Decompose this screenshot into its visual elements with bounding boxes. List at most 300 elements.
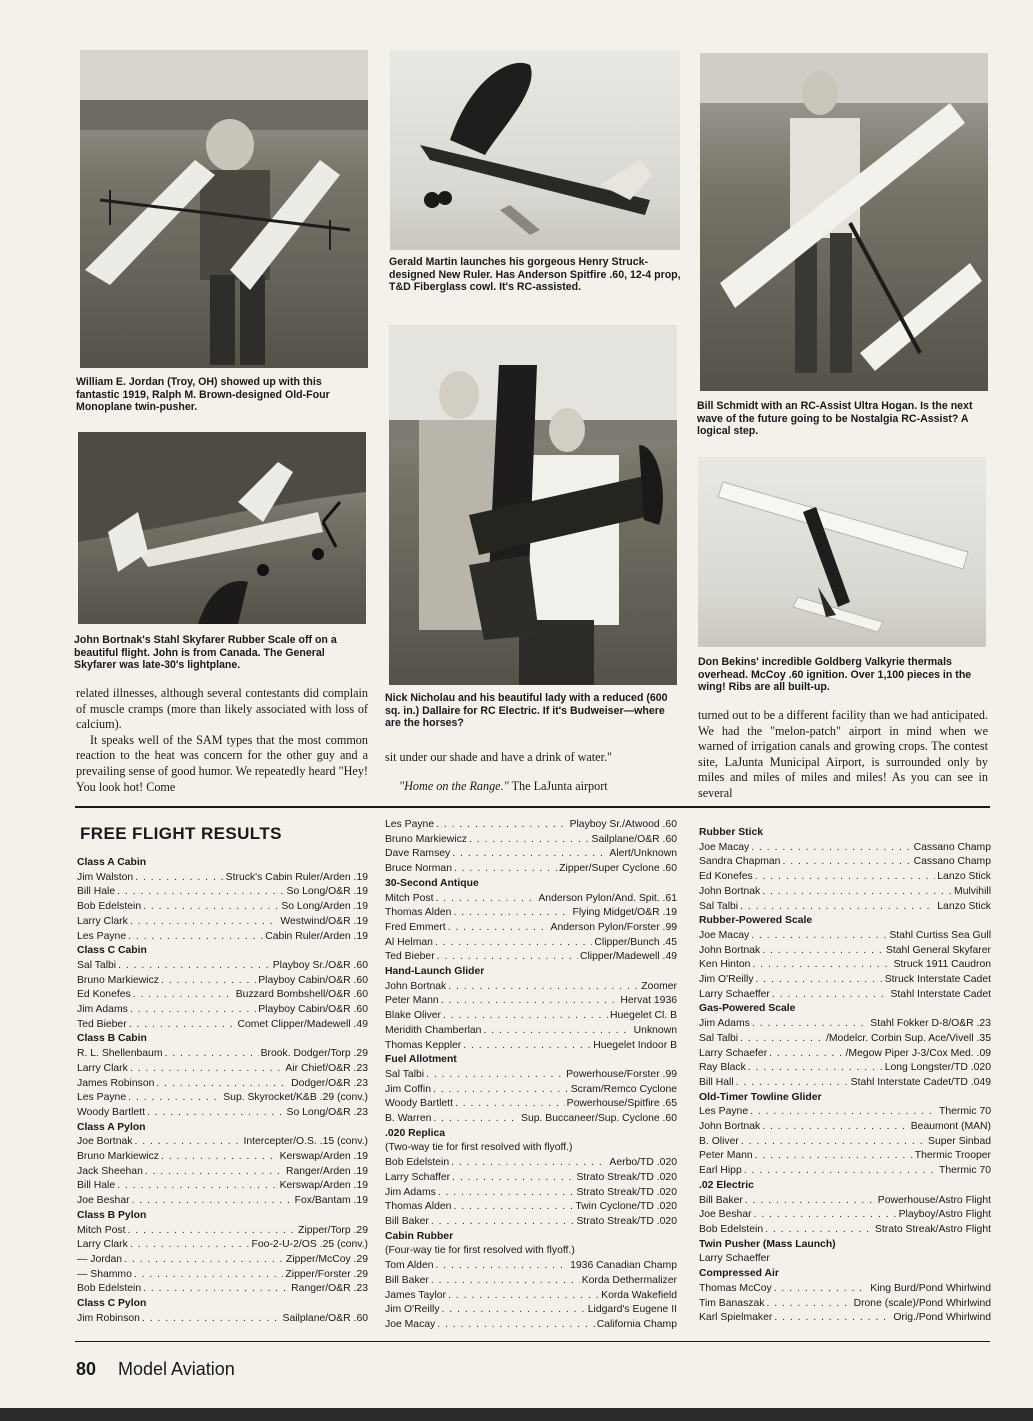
entry-model-engine: Sup. Buccaneer/Sup. Cyclone .60: [521, 1113, 677, 1125]
results-category-heading: Hand-Launch Glider: [385, 966, 485, 978]
entry-model-engine: Kerswap/Arden .19: [279, 1180, 368, 1192]
entry-model-engine: Zoomer: [641, 980, 677, 992]
entry-model-engine: Clipper/Bunch .45: [594, 936, 677, 948]
entry-model-engine: Long Longster/TD .020: [884, 1062, 991, 1074]
entrant-name: Bill Hale: [77, 886, 116, 898]
entrant-name: Thomas McCoy: [699, 1282, 772, 1294]
entry-model-engine: Flying Midget/O&R .19: [572, 907, 677, 919]
entrant-name: Sal Talbi: [385, 1068, 425, 1080]
leader-dots: [134, 1135, 241, 1150]
photo-martin-new-ruler: [390, 50, 680, 250]
leader-dots: [431, 1274, 580, 1289]
leader-dots: [436, 1259, 569, 1274]
caption-schmidt: Bill Schmidt with an RC-Assist Ultra Hogan. Is the next wave of the future going to be Nostalgia RC-Assist? A logical step.: [697, 400, 973, 438]
entrant-name: R. L. Shellenbaum: [77, 1048, 163, 1060]
leader-dots: [453, 1200, 573, 1215]
leader-dots: [740, 900, 935, 915]
results-entry: [385, 1112, 677, 1127]
results-entry: [77, 1150, 368, 1165]
entry-model-engine: Mulvihill: [954, 885, 991, 897]
leader-dots: [433, 1112, 519, 1127]
results-entry: [77, 1253, 368, 1268]
photo-bekins-valkyrie: [698, 457, 986, 647]
entrant-name: Blake Oliver: [385, 1010, 442, 1022]
footer-divider: [75, 1341, 990, 1342]
entry-model-engine: 1936 Canadian Champ: [570, 1260, 677, 1272]
leader-dots: [437, 950, 578, 965]
results-entry: [699, 900, 991, 915]
leader-dots: [755, 870, 936, 885]
leader-dots: [744, 1164, 937, 1179]
entrant-name: Tim Banaszak: [699, 1297, 765, 1309]
entry-model-engine: Playboy Sr./O&R .60: [272, 959, 368, 971]
entrant-name: Jim O'Reilly: [385, 1304, 440, 1316]
leader-dots: [455, 1097, 565, 1112]
results-entry: [385, 1303, 677, 1318]
entrant-name: Bob Edelstein: [385, 1157, 450, 1169]
section-divider: [75, 806, 990, 808]
results-entry: [385, 1068, 677, 1083]
results-entry: [385, 1156, 677, 1171]
leader-dots: [448, 921, 549, 936]
leader-dots: [766, 1297, 851, 1312]
entrant-name: Ted Bieber: [385, 951, 435, 963]
entry-model-engine: Cassano Champ: [913, 841, 991, 853]
results-entry: [385, 936, 677, 951]
entrant-name: Les Payne: [77, 930, 127, 942]
entrant-name: Les Payne: [699, 1106, 749, 1118]
entrant-name: Bob Edelstein: [699, 1223, 764, 1235]
results-note: Larry Schaeffer: [699, 1253, 770, 1265]
results-entry: [385, 862, 677, 877]
results-entry: [699, 1194, 991, 1209]
entry-model-engine: Anderson Pylon/And. Spit. .61: [538, 892, 677, 904]
entrant-name: James Taylor: [385, 1289, 447, 1301]
results-entry: [385, 906, 677, 921]
results-category-heading: Rubber-Powered Scale: [699, 915, 813, 927]
leader-dots: [156, 1077, 289, 1092]
entry-model-engine: Korda Wakefield: [601, 1289, 677, 1301]
caption-nicholau: Nick Nicholau and his beautiful lady with a reduced (600 sq. in.) Dallaire for RC Electric. If it's Budweiser—where are the horses?: [385, 692, 668, 730]
entrant-name: Ted Bieber: [77, 1018, 127, 1030]
leader-dots: [762, 1120, 909, 1135]
results-entry: [77, 900, 368, 915]
entrant-name: Jim Robinson: [77, 1312, 140, 1324]
results-entry: [699, 1208, 991, 1223]
entrant-name: Ed Konefes: [699, 871, 753, 883]
leader-dots: [765, 1223, 873, 1238]
results-entry: [699, 1017, 991, 1032]
entry-model-engine: Zipper/Torp .29: [298, 1224, 368, 1236]
results-entry: [699, 958, 991, 973]
entrant-name: Ed Konefes: [77, 989, 131, 1001]
results-entry: [385, 950, 677, 965]
leader-dots: [762, 944, 884, 959]
entry-model-engine: Playboy Cabin/O&R .60: [258, 974, 368, 986]
entrant-name: Jim O'Reilly: [699, 974, 754, 986]
leader-dots: [145, 1165, 284, 1180]
results-entry: [699, 973, 991, 988]
entrant-name: Bruno Markiewicz: [385, 833, 467, 845]
results-entry: [699, 944, 991, 959]
leader-dots: [436, 818, 567, 833]
entry-model-engine: Strato Streak/TD .020: [576, 1215, 677, 1227]
entrant-name: Mitch Post: [77, 1224, 126, 1236]
entry-model-engine: Huegelet Indoor B: [593, 1039, 677, 1051]
entry-model-engine: Sup. Skyrocket/K&B .29 (conv.): [223, 1092, 368, 1104]
results-category-heading: Gas-Powered Scale: [699, 1003, 796, 1015]
results-entry: [77, 871, 368, 886]
entry-model-engine: Scram/Remco Cyclone: [570, 1083, 677, 1095]
results-entry: [77, 930, 368, 945]
entrant-name: Thomas Keppler: [385, 1039, 462, 1051]
leader-dots: [454, 862, 557, 877]
article-column-2: [385, 750, 679, 794]
results-entry: [77, 1062, 368, 1077]
leader-dots: [143, 900, 279, 915]
entrant-name: Fred Emmert: [385, 921, 446, 933]
leader-dots: [161, 1150, 278, 1165]
results-entry: [77, 1003, 368, 1018]
entrant-name: Jack Sheehan: [77, 1165, 143, 1177]
article-paragraph: turned out to be a different facility than we had anticipated. We had the "melon-patch" airport in mind when we warned of irrigation canals and growing crops. The contest site, LaJunta Municipal Airport, is surrounded only by miles and miles of miles and miles! As you can see in several: [698, 708, 988, 800]
entry-model-engine: California Champ: [596, 1318, 677, 1330]
magazine-name: Model Aviation: [118, 1359, 235, 1379]
results-entry: [699, 1135, 991, 1150]
caption-bekins: Don Bekins' incredible Goldberg Valkyrie thermals overhead. McCoy .60 ignition. Over 1,100 pieces in the wing! Ribs are all built-up.: [698, 656, 972, 694]
results-entry: [77, 974, 368, 989]
leader-dots: [124, 1253, 284, 1268]
leader-dots: [782, 855, 911, 870]
entry-model-engine: Thermic 70: [939, 1165, 991, 1177]
entrant-name: Les Payne: [385, 819, 435, 830]
results-entry: [385, 1259, 677, 1274]
entrant-name: Jim Coffin: [385, 1083, 432, 1095]
results-entry: [385, 892, 677, 907]
entry-model-engine: Anderson Pylon/Forster .99: [550, 921, 677, 933]
entry-model-engine: Orig./Pond Whirlwind: [893, 1312, 991, 1324]
photo-schmidt-ultra-hogan: [700, 53, 988, 391]
results-entry: [77, 1135, 368, 1150]
entrant-name: Bruce Norman: [385, 863, 452, 875]
entry-model-engine: Drone (scale)/Pond Whirlwind: [853, 1297, 991, 1309]
entrant-name: Bill Baker: [699, 1194, 743, 1206]
results-entry: [385, 847, 677, 862]
results-note: (Two-way tie for first resolved with flyoff.): [385, 1142, 573, 1154]
entry-model-engine: Zipper/McCoy .29: [286, 1253, 368, 1265]
leader-dots: [433, 1083, 569, 1098]
entry-model-engine: Powerhouse/Forster .99: [566, 1068, 677, 1080]
entry-model-engine: Playboy Sr./Atwood .60: [569, 819, 677, 830]
entry-model-engine: Fox/Bantam .19: [294, 1195, 368, 1207]
results-entry: [77, 1312, 368, 1327]
entry-model-engine: Cassano Champ: [913, 856, 991, 868]
leader-dots: [748, 1061, 883, 1076]
leader-dots: [130, 1062, 284, 1077]
entrant-name: Bill Baker: [385, 1215, 429, 1227]
leader-dots: [130, 1003, 256, 1018]
entry-model-engine: Sailplane/O&R .60: [591, 833, 677, 845]
entrant-name: Sal Talbi: [77, 959, 117, 971]
leader-dots: [147, 1106, 285, 1121]
entrant-name: Al Helman: [385, 936, 433, 948]
entry-model-engine: Aerbo/TD .020: [609, 1157, 677, 1169]
entrant-name: Earl Hipp: [699, 1165, 742, 1177]
entry-model-engine: Zipper/Super Cyclone .60: [559, 863, 677, 875]
entry-model-engine: Cabin Ruler/Arden .19: [265, 930, 368, 942]
results-category-heading: Class B Pylon: [77, 1209, 147, 1221]
entrant-name: Sal Talbi: [699, 1032, 739, 1044]
leader-dots: [774, 1311, 891, 1326]
entrant-name: John Bortnak: [699, 944, 761, 956]
entrant-name: Larry Schaefer: [699, 1047, 768, 1059]
leader-dots: [741, 1135, 926, 1150]
entry-model-engine: Stahl General Skyfarer: [885, 944, 991, 956]
entry-model-engine: Foo-2-U-2/OS .25 (conv.): [251, 1239, 368, 1251]
results-entry: [385, 921, 677, 936]
leader-dots: [117, 885, 284, 900]
entrant-name: Joe Macay: [385, 1318, 436, 1330]
leader-dots: [756, 973, 883, 988]
results-entry: [699, 1032, 991, 1047]
entrant-name: John Bortnak: [699, 885, 761, 897]
leader-dots: [751, 841, 911, 856]
entrant-name: Sal Talbi: [699, 900, 739, 912]
entrant-name: Bruno Markiewicz: [77, 974, 159, 986]
results-entry: [699, 1311, 991, 1326]
caption-martin: Gerald Martin launches his gorgeous Henry Struck-designed New Ruler. Has Anderson Spitfire .60, 12-4 prop, T&D Fiberglass cowl. It's RC-assisted.: [389, 256, 681, 294]
entrant-name: Joe Macay: [699, 929, 750, 941]
article-paragraph: sit under our shade and have a drink of water.": [385, 750, 612, 764]
results-category-heading: Twin Pusher (Mass Launch): [699, 1238, 836, 1250]
entrant-name: Les Payne: [77, 1092, 127, 1104]
leader-dots: [452, 847, 607, 862]
leader-dots: [164, 1047, 258, 1062]
page-number: 80: [76, 1359, 97, 1379]
entrant-name: Bill Hall: [699, 1076, 734, 1088]
leader-dots: [451, 1156, 607, 1171]
leader-dots: [129, 1018, 236, 1033]
entry-model-engine: Strato Streak/Astro Flight: [874, 1223, 991, 1235]
results-entry: [385, 818, 677, 833]
entrant-name: Larry Clark: [77, 915, 128, 927]
entry-model-engine: Thermic Trooper: [914, 1150, 991, 1162]
entrant-name: Dave Ramsey: [385, 848, 451, 860]
entrant-name: John Bortnak: [385, 980, 447, 992]
results-entry: [699, 1149, 991, 1164]
leader-dots: [463, 1039, 591, 1054]
leader-dots: [443, 1009, 608, 1024]
entrant-name: Woody Bartlett: [385, 1098, 453, 1110]
results-entry: [77, 1179, 368, 1194]
leader-dots: [117, 1179, 278, 1194]
results-entry: [385, 833, 677, 848]
subhead-home-on-the-range: "Home on the Range.": [399, 778, 509, 793]
leader-dots: [161, 974, 256, 989]
results-entry: [699, 1047, 991, 1062]
entrant-name: Ray Black: [699, 1062, 746, 1074]
entrant-name: Jim Adams: [699, 1018, 750, 1030]
entry-model-engine: Air Chief/O&R .23: [285, 1062, 368, 1074]
entry-model-engine: /Megow Piper J-3/Cox Med. .09: [845, 1047, 991, 1059]
photo-nicholau-dallaire: [389, 325, 677, 685]
results-column-3: [699, 826, 991, 1326]
entry-model-engine: Kerswap/Arden .19: [279, 1151, 368, 1163]
results-entry: [699, 855, 991, 870]
entry-model-engine: Lanzo Stick: [937, 900, 991, 912]
entry-model-engine: Ranger/O&R .23: [291, 1283, 368, 1295]
entry-model-engine: Alert/Unknown: [609, 848, 677, 860]
entrant-name: Joe Beshar: [77, 1195, 130, 1207]
entry-model-engine: Korda Dethermalizer: [581, 1274, 677, 1286]
results-entry: [699, 870, 991, 885]
entrant-name: Peter Mann: [385, 995, 439, 1007]
leader-dots: [752, 1017, 868, 1032]
leader-dots: [436, 892, 537, 907]
results-category-heading: Class C Cabin: [77, 945, 147, 957]
results-category-heading: Class B Cabin: [77, 1033, 147, 1045]
results-entry: [77, 1077, 368, 1092]
results-entry: [385, 1009, 677, 1024]
results-entry: [77, 988, 368, 1003]
photo-bortnak-skyfarer: [78, 432, 366, 624]
results-entry: [699, 988, 991, 1003]
results-entry: [77, 1018, 368, 1033]
entry-model-engine: Zipper/Forster .29: [285, 1268, 368, 1280]
entrant-name: Tom Alden: [385, 1260, 434, 1272]
results-entry: [385, 1215, 677, 1230]
results-category-heading: .020 Replica: [385, 1127, 446, 1139]
results-entry: [385, 994, 677, 1009]
article-text: The LaJunta airport: [508, 778, 608, 793]
results-entry: [699, 841, 991, 856]
leader-dots: [762, 885, 952, 900]
results-category-heading: Compressed Air: [699, 1268, 779, 1280]
results-entry: [385, 1186, 677, 1201]
entry-model-engine: Powerhouse/Astro Flight: [877, 1194, 991, 1206]
entrant-name: B. Oliver: [699, 1135, 739, 1147]
entry-model-engine: Unknown: [633, 1024, 677, 1036]
results-category-heading: Class C Pylon: [77, 1298, 147, 1310]
leader-dots: [438, 1186, 575, 1201]
leader-dots: [118, 959, 271, 974]
entrant-name: Joe Beshar: [699, 1209, 752, 1221]
results-entry: [77, 1194, 368, 1209]
results-entry: [699, 929, 991, 944]
entrant-name: — Shammo: [77, 1268, 132, 1280]
entry-model-engine: Playboy Cabin/O&R .60: [258, 1004, 368, 1016]
entry-model-engine: So Long/O&R .19: [286, 886, 368, 898]
leader-dots: [736, 1076, 849, 1091]
entrant-name: — Jordan: [77, 1253, 123, 1265]
article-paragraph: [385, 779, 679, 795]
entry-model-engine: Intercepter/O.S. .15 (conv.): [243, 1136, 368, 1148]
leader-dots: [130, 915, 279, 930]
leader-dots: [143, 1282, 289, 1297]
entry-model-engine: Lanzo Stick: [937, 871, 991, 883]
entry-model-engine: Buzzard Bombshell/O&R .60: [235, 989, 368, 1001]
entry-model-engine: Strato Streak/TD .020: [576, 1186, 677, 1198]
leader-dots: [452, 1171, 574, 1186]
results-entry: [385, 1200, 677, 1215]
leader-dots: [448, 980, 639, 995]
entrant-name: Thomas Alden: [385, 907, 452, 919]
results-category-heading: 30-Second Antique: [385, 877, 479, 889]
results-entry: [699, 1061, 991, 1076]
results-entry: [699, 885, 991, 900]
results-entry: [77, 915, 368, 930]
results-entry: [385, 1318, 677, 1333]
caption-jordan: William E. Jordan (Troy, OH) showed up with this fantastic 1919, Ralph M. Brown-designed Old-Four Monoplane twin-pusher.: [76, 376, 330, 414]
results-entry: [77, 1047, 368, 1062]
results-entry: [385, 1097, 677, 1112]
entrant-name: Larry Schaffer: [385, 1171, 451, 1183]
leader-dots: [769, 1047, 843, 1062]
results-category-heading: Class A Cabin: [77, 857, 147, 868]
results-note: (Four-way tie for first resolved with flyoff.): [385, 1245, 575, 1257]
article-column-1: [76, 686, 368, 795]
entry-model-engine: Struck Interstate Cadet: [884, 974, 991, 986]
leader-dots: [435, 936, 592, 951]
entry-model-engine: So Long/Arden .19: [281, 901, 368, 913]
leader-dots: [128, 930, 263, 945]
entry-model-engine: Playboy/Astro Flight: [898, 1209, 991, 1221]
leader-dots: [754, 1208, 897, 1223]
results-category-heading: Fuel Allotment: [385, 1054, 457, 1066]
entry-model-engine: Comet Clipper/Madewell .49: [237, 1018, 368, 1030]
article-paragraph: It speaks well of the SAM types that the most common reaction to the heat was concern for the other guy and a prevailing sense of good humor. We repeatedly heard "Hey! You look hot! Come: [76, 732, 368, 794]
entry-model-engine: King Burd/Pond Whirlwind: [870, 1282, 991, 1294]
entrant-name: Bill Baker: [385, 1274, 429, 1286]
entrant-name: James Robinson: [77, 1077, 155, 1089]
caption-bortnak: John Bortnak's Stahl Skyfarer Rubber Scale off on a beautiful flight. John is from Canada. The General Skyfarer was late-30's lightplane.: [74, 634, 337, 672]
entrant-name: Bill Hale: [77, 1180, 116, 1192]
leader-dots: [745, 1194, 876, 1209]
entry-model-engine: So Long/O&R .23: [286, 1106, 368, 1118]
results-category-heading: .02 Electric: [699, 1179, 754, 1191]
entry-model-engine: Westwind/O&R .19: [280, 915, 368, 927]
entrant-name: Joe Macay: [699, 841, 750, 853]
entry-model-engine: Dodger/O&R .23: [291, 1077, 368, 1089]
results-category-heading: Rubber Stick: [699, 827, 764, 838]
results-entry: [385, 1289, 677, 1304]
results-entry: [385, 980, 677, 995]
results-entry: [77, 1224, 368, 1239]
entry-model-engine: Struck's Cabin Ruler/Arden .19: [225, 871, 368, 883]
leader-dots: [774, 1282, 869, 1297]
results-column-2: [385, 818, 677, 1333]
leader-dots: [426, 1068, 564, 1083]
results-category-heading: Class A Pylon: [77, 1121, 146, 1133]
entry-model-engine: Powerhouse/Spitfire .65: [566, 1098, 677, 1110]
results-entry: [699, 1120, 991, 1135]
entry-model-engine: Ranger/Arden .19: [285, 1165, 368, 1177]
results-entry: [77, 1091, 368, 1106]
entrant-name: Thomas Alden: [385, 1201, 452, 1213]
results-entry: [77, 1238, 368, 1253]
entry-model-engine: Super Sinbad: [928, 1135, 991, 1147]
results-entry: [385, 1039, 677, 1054]
results-entry: [385, 1083, 677, 1098]
results-entry: [77, 959, 368, 974]
leader-dots: [132, 1194, 293, 1209]
entry-model-engine: Beaumont (MAN): [910, 1121, 991, 1133]
results-column-1: [77, 856, 368, 1327]
entrant-name: Jim Walston: [77, 871, 134, 883]
results-title: FREE FLIGHT RESULTS: [80, 824, 282, 843]
entry-model-engine: Stahl Interstate Cadet/TD .049: [850, 1076, 991, 1088]
entrant-name: B. Warren: [385, 1113, 432, 1125]
